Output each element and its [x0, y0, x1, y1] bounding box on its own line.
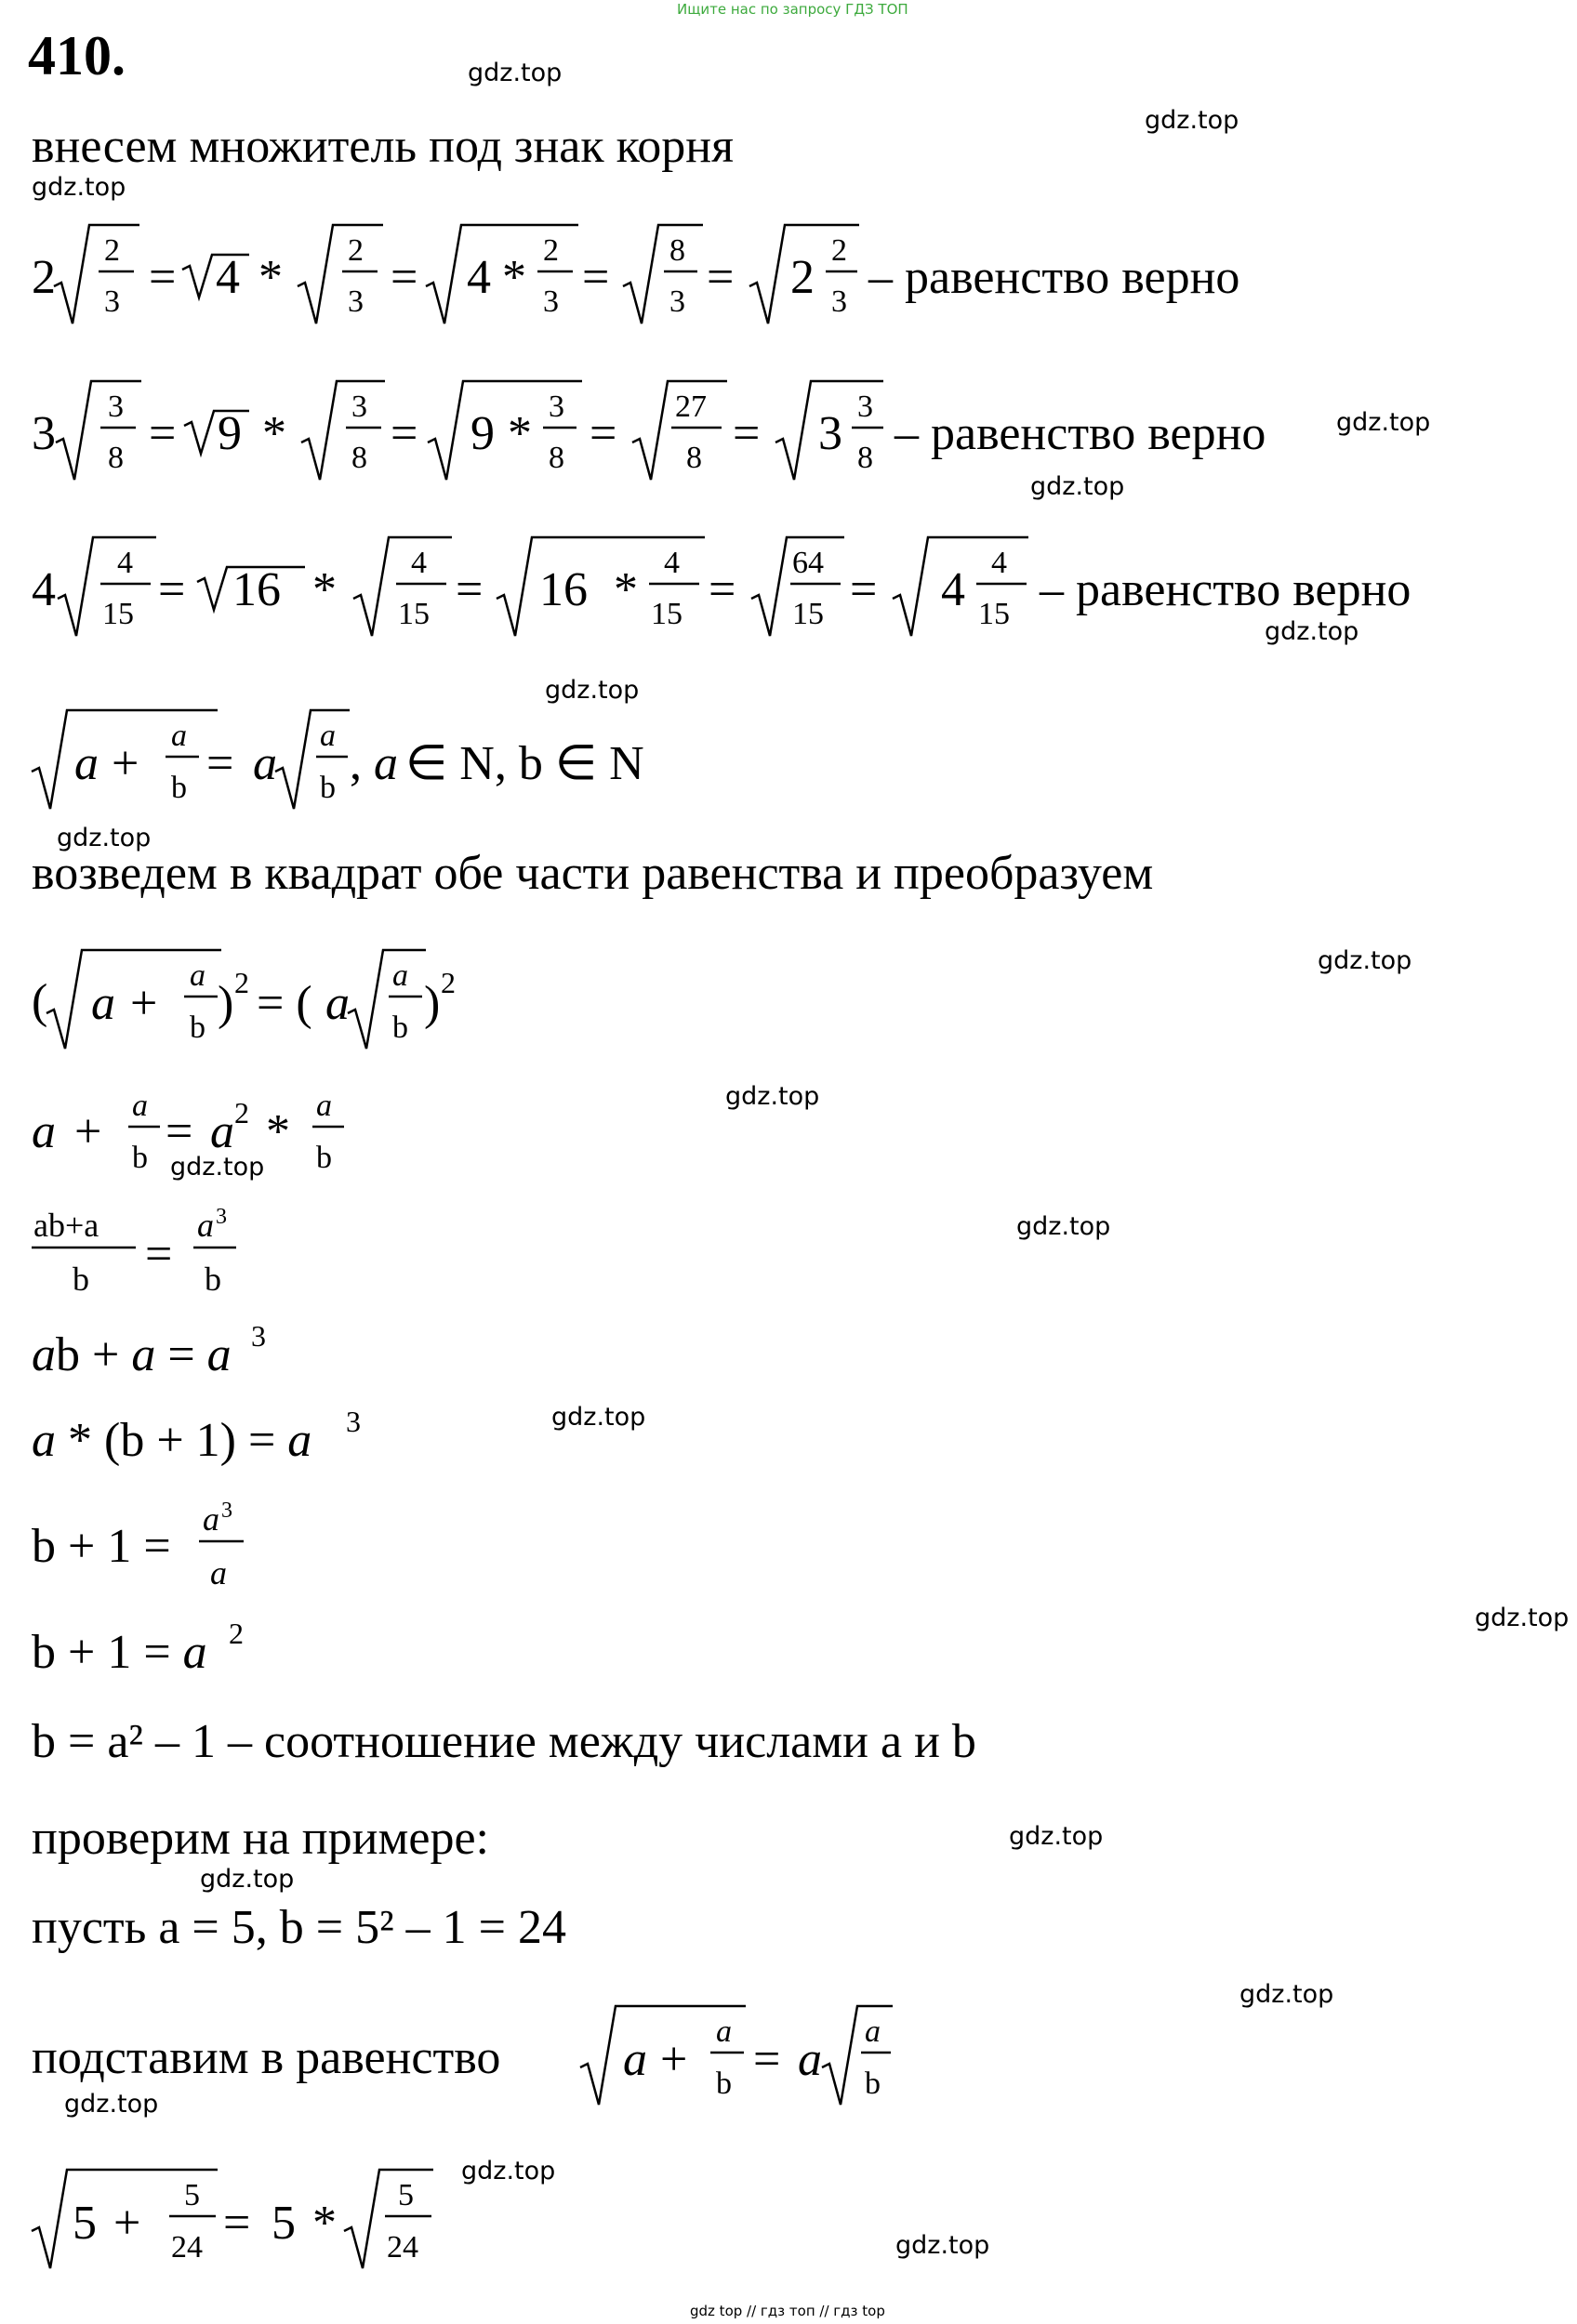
- example-text: пусть a = 5, b = 5² – 1 = 24: [32, 1901, 566, 1954]
- equation-step-1: [0, 1078, 1577, 1181]
- svg-text:*: *: [266, 1105, 290, 1158]
- watermark: gdz.top: [1318, 946, 1412, 975]
- svg-text:b: b: [73, 1261, 89, 1298]
- watermark: gdz.top: [1145, 106, 1239, 135]
- svg-text:8: 8: [857, 441, 873, 475]
- svg-text:a: a: [74, 737, 99, 790]
- watermark: gdz.top: [725, 1082, 820, 1111]
- substitute-text: подставим в равенство: [32, 2031, 501, 2084]
- example-equation: [0, 2147, 1577, 2278]
- svg-text:=: =: [733, 407, 761, 460]
- svg-text:3: 3: [831, 284, 847, 319]
- svg-text:8: 8: [351, 441, 367, 475]
- svg-text:*: *: [614, 563, 638, 616]
- svg-text:=: =: [391, 407, 418, 460]
- svg-text:(: (: [32, 975, 48, 1028]
- watermark: gdz.top: [461, 2157, 556, 2185]
- main-identity: [0, 688, 1577, 818]
- svg-text:4: 4: [216, 251, 240, 304]
- svg-text:*: *: [312, 563, 337, 616]
- svg-text:2: 2: [234, 966, 249, 999]
- watermark: gdz.top: [57, 824, 152, 852]
- svg-text:=: =: [149, 407, 177, 460]
- svg-text:5: 5: [73, 2197, 97, 2250]
- svg-text:a: a: [210, 1105, 234, 1158]
- svg-text:3: 3: [543, 284, 559, 319]
- svg-text:2: 2: [234, 1096, 249, 1129]
- watermark: gdz.top: [545, 676, 640, 705]
- svg-text:3: 3: [108, 390, 124, 424]
- svg-text:2: 2: [441, 966, 456, 999]
- svg-text:a: a: [374, 737, 398, 790]
- equation-row-1: [0, 205, 1577, 344]
- watermark: gdz.top: [1239, 1980, 1334, 2009]
- watermark: gdz.top: [1265, 617, 1359, 646]
- svg-text:8: 8: [108, 441, 124, 475]
- svg-text:2: 2: [348, 233, 364, 268]
- svg-text:b: b: [716, 2067, 732, 2101]
- svg-text:15: 15: [102, 597, 134, 631]
- svg-text:b: b: [316, 1141, 332, 1175]
- substitute-identity: [558, 1984, 930, 2114]
- svg-text:4: 4: [664, 546, 680, 580]
- svg-text:a: a: [91, 977, 115, 1030]
- svg-text:9: 9: [470, 407, 495, 460]
- instruction-text: внесем множитель под знак корня: [32, 120, 734, 173]
- svg-text:4: 4: [117, 546, 133, 580]
- svg-text:*: *: [312, 2197, 337, 2250]
- svg-text:a: a: [171, 719, 187, 753]
- check-text: проверим на примере:: [32, 1812, 489, 1865]
- svg-text:): ): [424, 977, 441, 1030]
- svg-text:a: a: [203, 1500, 219, 1538]
- svg-text:a: a: [716, 2014, 732, 2049]
- problem-number: 410.: [28, 25, 126, 86]
- svg-text:a: a: [253, 737, 277, 790]
- svg-text:=: =: [166, 1105, 193, 1158]
- equation-step-4: [0, 1402, 1577, 1476]
- svg-text:4: 4: [991, 546, 1007, 580]
- svg-text:5: 5: [398, 2178, 414, 2212]
- svg-text:=: =: [223, 2197, 251, 2250]
- svg-text:*: *: [258, 251, 283, 304]
- watermark: gdz.top: [1475, 1604, 1570, 1632]
- watermark: gdz.top: [1336, 408, 1431, 437]
- svg-text:+: +: [130, 977, 158, 1030]
- svg-text:– равенство верно: – равенство верно: [895, 407, 1266, 460]
- search-hint: Ищите нас по запросу ГДЗ ТОП: [677, 1, 908, 18]
- svg-text:– равенство верно: – равенство верно: [1040, 563, 1411, 616]
- svg-text:2: 2: [229, 1617, 244, 1650]
- svg-text:4: 4: [32, 563, 56, 616]
- svg-text:2: 2: [543, 233, 559, 268]
- svg-text:+: +: [74, 1105, 102, 1158]
- svg-text:=: =: [753, 2033, 781, 2086]
- svg-text:b: b: [865, 2067, 881, 2101]
- svg-text:=: =: [149, 251, 177, 304]
- square-both-text: возведем в квадрат обе части равенства и преобразуем: [32, 847, 1154, 900]
- svg-text:=: =: [582, 251, 610, 304]
- svg-text:15: 15: [398, 597, 430, 631]
- svg-text:,: ,: [350, 737, 362, 790]
- svg-text:+: +: [660, 2033, 688, 2086]
- svg-text:=: =: [391, 251, 418, 304]
- svg-text:4: 4: [411, 546, 427, 580]
- footer-links: gdz top // гдз топ // гдз top: [690, 2303, 885, 2319]
- svg-text:2: 2: [32, 251, 56, 304]
- svg-text:b: b: [171, 771, 187, 805]
- svg-text:2: 2: [104, 233, 120, 268]
- svg-text:b: b: [320, 771, 336, 805]
- svg-text:a: a: [190, 958, 205, 993]
- svg-text:3: 3: [857, 390, 873, 424]
- svg-text:2: 2: [831, 233, 847, 268]
- svg-text:3: 3: [221, 1499, 232, 1523]
- svg-text:5: 5: [272, 2197, 296, 2250]
- svg-text:3: 3: [669, 284, 685, 319]
- svg-text:64: 64: [792, 546, 824, 580]
- svg-text:4: 4: [941, 563, 965, 616]
- svg-text:a: a: [316, 1089, 332, 1123]
- svg-text:ab+a: ab+a: [33, 1207, 99, 1244]
- svg-text:= (: = (: [257, 977, 312, 1030]
- svg-text:a: a: [623, 2033, 647, 2086]
- svg-text:3: 3: [348, 284, 364, 319]
- svg-text:24: 24: [387, 2230, 418, 2265]
- svg-text:a: a: [320, 719, 336, 753]
- svg-text:a: a: [325, 977, 350, 1030]
- svg-text:b + 1 = a: b + 1 = a: [32, 1626, 207, 1679]
- svg-text:4: 4: [467, 251, 491, 304]
- svg-text:*: *: [508, 407, 532, 460]
- equation-row-2: [0, 361, 1577, 500]
- svg-text:a: a: [132, 1089, 148, 1123]
- svg-text:): ): [218, 977, 234, 1030]
- equation-step-3: [0, 1316, 1577, 1391]
- svg-text:b: b: [132, 1141, 148, 1175]
- svg-text:2: 2: [790, 251, 815, 304]
- svg-text:a: a: [197, 1207, 214, 1244]
- svg-text:+: +: [113, 2197, 141, 2250]
- svg-text:15: 15: [978, 597, 1010, 631]
- svg-text:=: =: [145, 1228, 173, 1281]
- svg-text:3: 3: [818, 407, 842, 460]
- watermark: gdz.top: [1016, 1212, 1111, 1241]
- svg-text:∈ N, b ∈ N: ∈ N, b ∈ N: [405, 737, 644, 790]
- relation-text: b = a² – 1 – соотношение между числами a и b: [32, 1715, 976, 1768]
- svg-text:b: b: [205, 1261, 221, 1298]
- svg-text:a * (b + 1) = a: a * (b + 1) = a: [32, 1414, 312, 1467]
- svg-text:*: *: [502, 251, 526, 304]
- watermark: gdz.top: [1009, 1822, 1104, 1851]
- svg-text:*: *: [262, 407, 286, 460]
- svg-text:b + 1 =: b + 1 =: [32, 1520, 171, 1573]
- svg-text:=: =: [707, 251, 735, 304]
- svg-text:3: 3: [549, 390, 564, 424]
- equation-step-6: [0, 1614, 1577, 1688]
- svg-text:– равенство верно: – равенство верно: [868, 251, 1240, 304]
- equation-step-2: [0, 1195, 1577, 1307]
- watermark: gdz.top: [468, 59, 563, 87]
- svg-text:3: 3: [32, 407, 56, 460]
- svg-text:3: 3: [346, 1405, 361, 1438]
- equation-row-3: [0, 517, 1577, 656]
- svg-text:a: a: [798, 2033, 822, 2086]
- svg-text:3: 3: [251, 1319, 266, 1353]
- svg-text:15: 15: [792, 597, 824, 631]
- watermark: gdz.top: [64, 2090, 159, 2119]
- watermark: gdz.top: [895, 2231, 990, 2260]
- svg-text:8: 8: [686, 441, 702, 475]
- svg-text:5: 5: [184, 2178, 200, 2212]
- svg-text:ab + a = a: ab + a = a: [32, 1328, 232, 1381]
- svg-text:a: a: [392, 958, 408, 993]
- svg-text:b: b: [392, 1010, 408, 1045]
- svg-text:15: 15: [651, 597, 682, 631]
- svg-text:9: 9: [218, 407, 242, 460]
- svg-text:16: 16: [232, 563, 281, 616]
- watermark: gdz.top: [170, 1153, 265, 1182]
- svg-text:a: a: [32, 1105, 56, 1158]
- svg-text:24: 24: [171, 2230, 203, 2265]
- squared-equation: [0, 933, 1577, 1054]
- svg-text:16: 16: [539, 563, 588, 616]
- svg-text:+: +: [112, 737, 139, 790]
- svg-text:=: =: [709, 563, 736, 616]
- watermark: gdz.top: [200, 1865, 295, 1894]
- svg-text:3: 3: [216, 1205, 227, 1229]
- svg-text:b: b: [190, 1010, 205, 1045]
- svg-text:3: 3: [104, 284, 120, 319]
- svg-text:=: =: [850, 563, 878, 616]
- svg-text:=: =: [456, 563, 484, 616]
- svg-text:27: 27: [675, 390, 707, 424]
- watermark: gdz.top: [1030, 472, 1125, 501]
- svg-text:8: 8: [669, 233, 685, 268]
- svg-text:=: =: [206, 737, 234, 790]
- watermark: gdz.top: [551, 1403, 646, 1432]
- equation-step-5: [0, 1493, 1577, 1595]
- svg-text:8: 8: [549, 441, 564, 475]
- watermark: gdz.top: [32, 173, 126, 202]
- svg-text:=: =: [158, 563, 186, 616]
- svg-text:3: 3: [351, 390, 367, 424]
- svg-text:a: a: [865, 2014, 881, 2049]
- svg-text:a: a: [210, 1554, 227, 1591]
- svg-text:=: =: [590, 407, 617, 460]
